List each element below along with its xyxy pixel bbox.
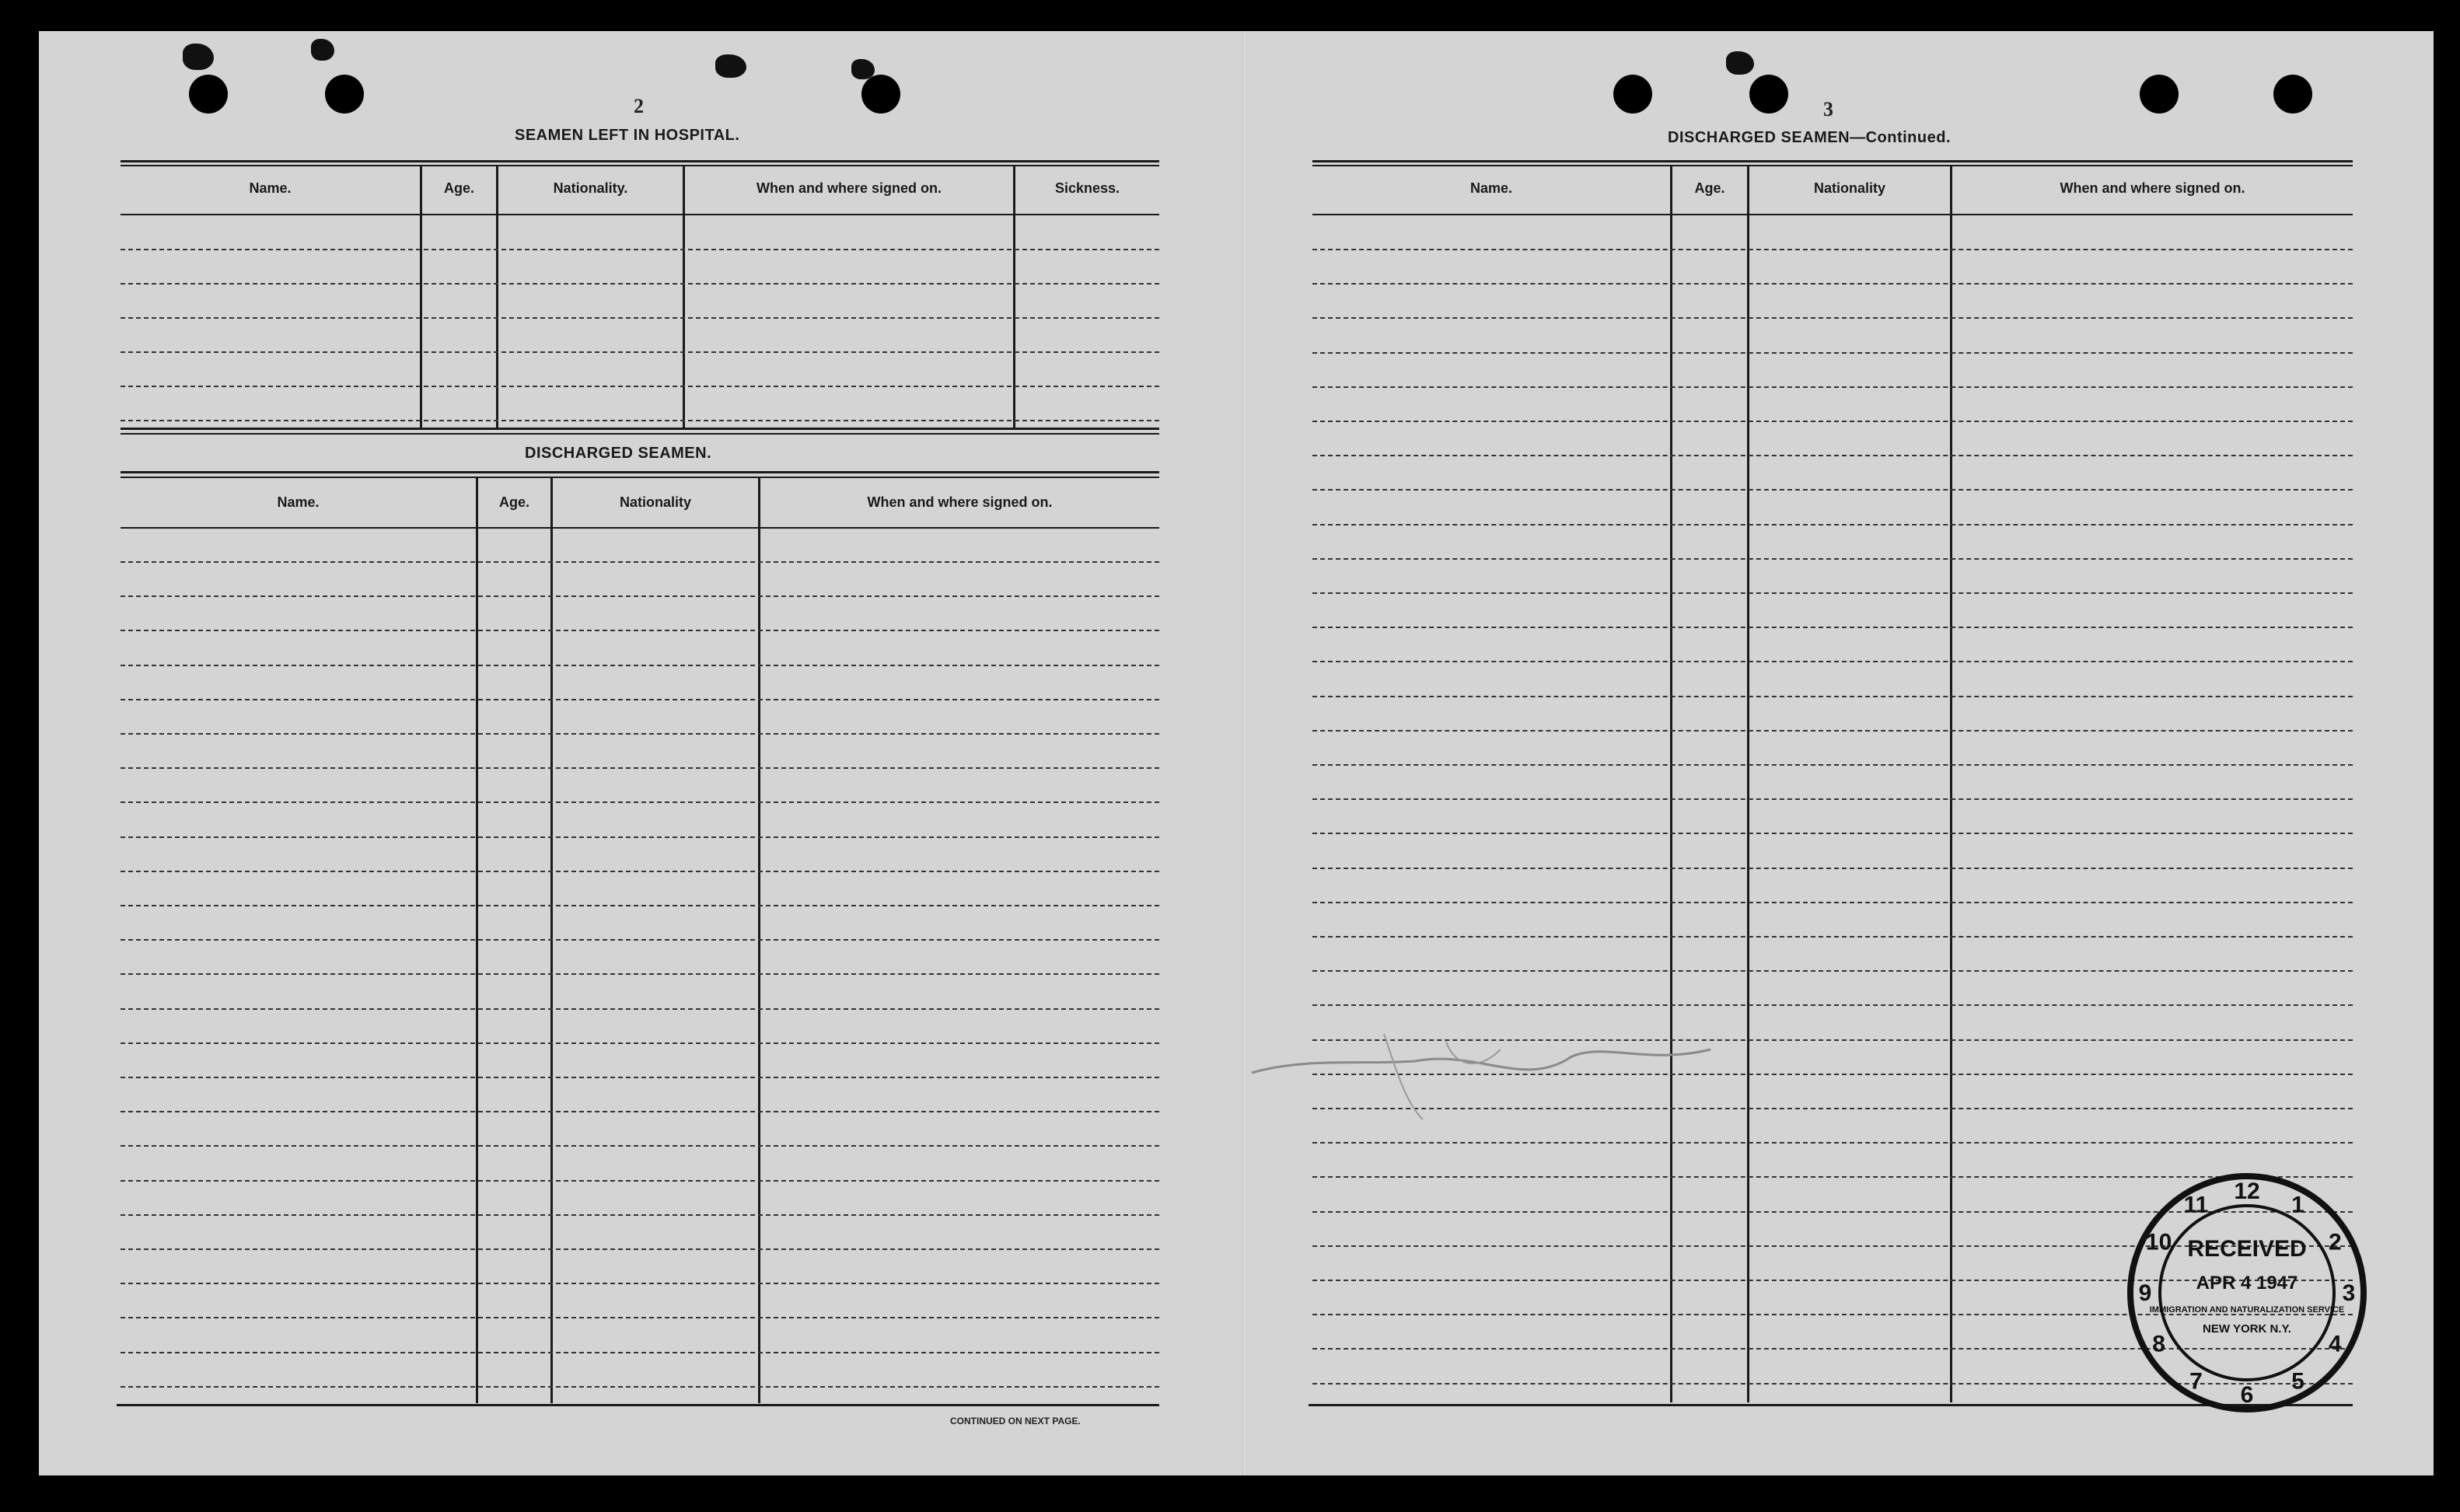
ruled-line — [121, 1042, 1159, 1044]
ruled-line — [121, 249, 1159, 250]
stamp-ring-number: 1 — [2291, 1192, 2305, 1218]
col-name: Name. — [1469, 180, 1513, 196]
continued-note: CONTINUED ON NEXT PAGE. — [950, 1416, 1081, 1426]
torn-edge — [1726, 51, 1754, 75]
received-stamp — [2119, 1165, 2375, 1421]
col-nationality: Nationality — [619, 494, 691, 510]
col-signed-on: When and where signed on. — [2060, 180, 2245, 196]
stamp-ring-number: 8 — [2152, 1331, 2165, 1357]
ruled-line — [121, 317, 1159, 319]
stamp-received: RECEIVED — [2187, 1236, 2307, 1262]
stamp-agency: IMMIGRATION AND NATURALIZATION SERVICE — [2149, 1305, 2345, 1315]
col-signed-on: When and where signed on. — [867, 494, 1053, 510]
stamp-ring-number: 9 — [2138, 1280, 2152, 1306]
punch-hole — [1749, 75, 1788, 113]
ruled-line — [1312, 970, 2353, 972]
ruled-line — [1312, 317, 2353, 319]
stamp-ring-number: 3 — [2342, 1280, 2356, 1306]
punch-hole — [1613, 75, 1652, 113]
faint-signature — [1244, 1018, 1742, 1135]
hospital-section-title: SEAMEN LEFT IN HOSPITAL. — [515, 127, 740, 144]
torn-edge — [183, 44, 214, 70]
ruled-line — [121, 1248, 1159, 1250]
ruled-line — [1312, 386, 2353, 388]
ruled-line — [121, 1386, 1159, 1388]
ruled-line — [121, 1283, 1159, 1284]
stamp-ring-number: 2 — [2329, 1229, 2342, 1255]
ruled-line — [121, 1111, 1159, 1112]
ruled-line — [1312, 249, 2353, 250]
ruled-line — [1312, 421, 2353, 422]
ruled-line — [121, 1317, 1159, 1318]
ruled-line — [121, 1008, 1159, 1010]
stamp-ring-number: 5 — [2291, 1368, 2305, 1395]
ruled-line — [1312, 661, 2353, 662]
page-fold — [1242, 31, 1246, 1475]
punch-hole — [325, 75, 364, 113]
ruled-line — [121, 1214, 1159, 1216]
col-name: Name. — [249, 180, 292, 196]
punch-hole — [861, 75, 900, 113]
ruled-line — [121, 905, 1159, 906]
torn-edge — [715, 54, 746, 78]
ruled-line — [1312, 1142, 2353, 1144]
col-name: Name. — [277, 494, 320, 510]
ruled-line — [1312, 833, 2353, 834]
ruled-line — [121, 595, 1159, 597]
col-nationality: Nationality — [1813, 180, 1885, 196]
ruled-line — [1312, 455, 2353, 456]
punch-hole — [189, 75, 228, 113]
ruled-line — [121, 386, 1159, 387]
stamp-ring-number: 12 — [2234, 1179, 2260, 1204]
stamp-ring-number: 6 — [2240, 1382, 2254, 1408]
ruled-line — [1312, 592, 2353, 594]
ruled-line — [1312, 489, 2353, 491]
document-sheet — [39, 31, 2434, 1475]
ruled-line — [1312, 283, 2353, 285]
ruled-line — [121, 1352, 1159, 1353]
ruled-line — [121, 351, 1159, 353]
ruled-line — [121, 699, 1159, 700]
col-signed-on: When and where signed on. — [756, 180, 942, 196]
col-age: Age. — [1694, 180, 1725, 196]
ruled-line — [1312, 627, 2353, 628]
ruled-line — [121, 733, 1159, 735]
ruled-line — [1312, 558, 2353, 560]
ruled-line — [121, 836, 1159, 838]
page-number: 2 — [634, 95, 644, 117]
ruled-line — [121, 630, 1159, 631]
stamp-date: APR 4 1947 — [2196, 1273, 2298, 1294]
ruled-line — [121, 1145, 1159, 1147]
stamp-ring-number: 7 — [2189, 1368, 2203, 1395]
col-sickness: Sickness. — [1054, 180, 1120, 196]
ruled-line — [121, 767, 1159, 769]
page-number: 3 — [1823, 98, 1833, 120]
ruled-line — [121, 1180, 1159, 1182]
ruled-line — [121, 283, 1159, 285]
stamp-ring-number: 4 — [2329, 1331, 2342, 1357]
torn-edge — [851, 59, 875, 79]
ruled-line — [1312, 868, 2353, 869]
ruled-line — [121, 871, 1159, 872]
punch-hole — [2140, 75, 2179, 113]
ruled-line — [121, 801, 1159, 803]
ruled-line — [121, 561, 1159, 563]
stamp-location: NEW YORK N.Y. — [2203, 1322, 2291, 1336]
ruled-line — [1312, 352, 2353, 354]
torn-edge — [311, 39, 334, 61]
stamp-ring-number: 11 — [2183, 1192, 2209, 1218]
ruled-line — [1312, 798, 2353, 800]
discharged-continued-title: DISCHARGED SEAMEN—Continued. — [1668, 129, 1951, 146]
ruled-line — [1312, 1004, 2353, 1006]
ruled-line — [1312, 696, 2353, 697]
ruled-line — [1312, 524, 2353, 526]
ruled-line — [1312, 936, 2353, 938]
ruled-line — [121, 665, 1159, 666]
ruled-line — [1312, 730, 2353, 732]
ruled-line — [1312, 764, 2353, 766]
col-nationality: Nationality. — [553, 180, 628, 196]
col-age: Age. — [498, 494, 529, 510]
ruled-line — [1312, 902, 2353, 903]
col-age: Age. — [443, 180, 474, 196]
ruled-line — [121, 973, 1159, 975]
ruled-line — [121, 1077, 1159, 1078]
punch-hole — [2273, 75, 2312, 113]
stamp-ring-number: 10 — [2145, 1229, 2172, 1255]
discharged-section-title: DISCHARGED SEAMEN. — [525, 445, 712, 462]
ruled-line — [121, 939, 1159, 941]
ruled-line — [121, 420, 1159, 421]
